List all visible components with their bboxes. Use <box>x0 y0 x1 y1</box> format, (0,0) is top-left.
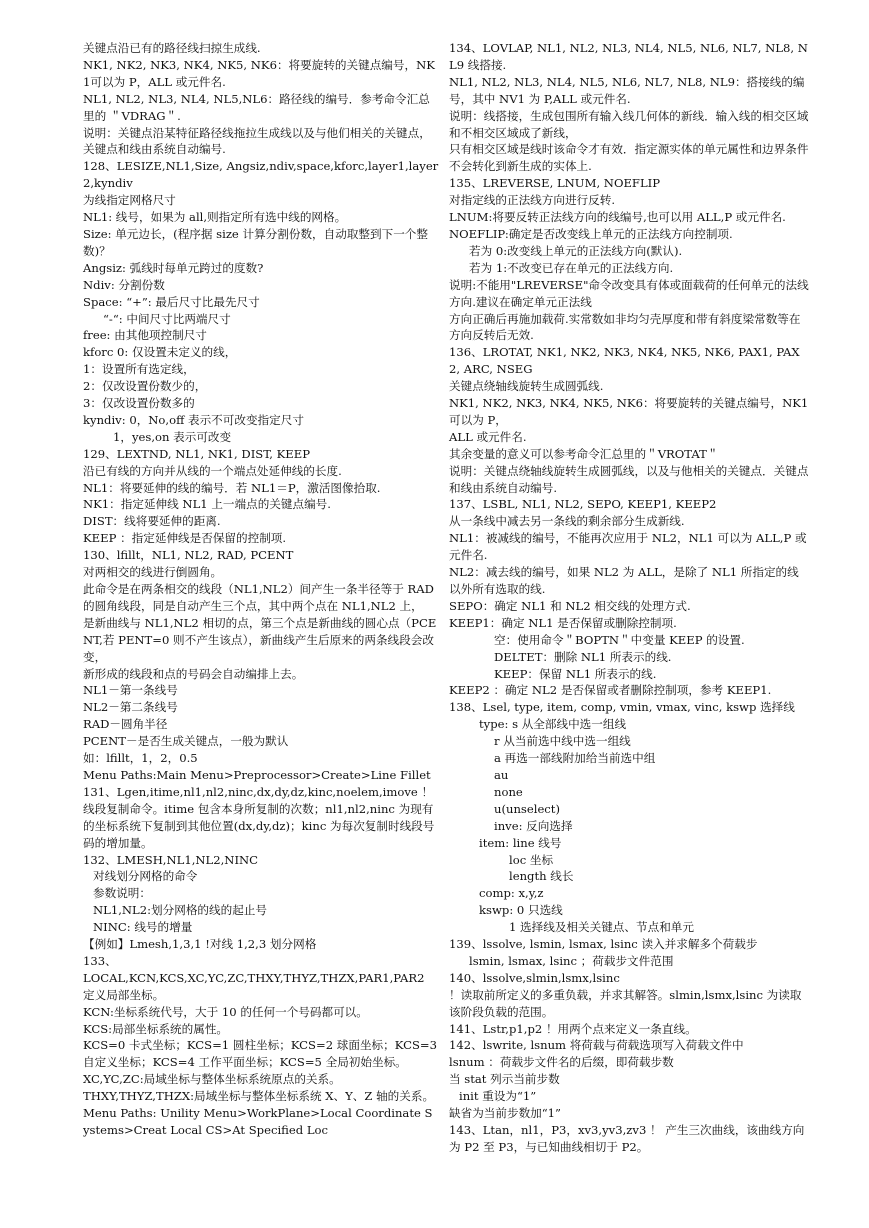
text-line: 135、LREVERSE, LNUM, NOEFLIP <box>449 176 661 191</box>
text-line: 1 选择线及相关关键点、节点和单元 <box>509 920 694 935</box>
text-line: 2：仅改设置份数少的， <box>83 379 207 394</box>
text-line: lsmin, lsmax, lsinc ；荷载步文件范围 <box>469 953 674 968</box>
text-line: NL1,NL2:划分网格的线的起止号 <box>93 903 267 918</box>
text-line: NL1：将要延伸的线的编号．若 NL1＝P，激活图像拾取. <box>83 480 381 495</box>
text-line: 此命令是在两条相交的线段（NL1,NL2）间产生一条半径等于 RAD 的圆角线段，同是自动产生三个点，其中两个点在 NL1,NL2 上， <box>83 582 434 613</box>
text-line: ！读取前所定义的多重负载，并求其解答。slmin,lsmx,lsinc 为读取该阶段负载的范围。 <box>449 987 802 1019</box>
text-line: Angsiz: 弧线时每单元跨过的度数? <box>83 260 264 275</box>
text-line: NL2－第二条线号 <box>83 700 178 715</box>
text-line: “-“: 中间尺寸比两端尺寸 <box>103 311 231 326</box>
text-line: 141、Lstr,p1,p2 ！用两个点来定义一条直线。 <box>449 1021 697 1036</box>
text-line: 为线指定网格尺寸 <box>83 193 176 208</box>
text-line: 128、LESIZE,NL1,Size, Angsiz,ndiv,space,kforc,layer1,layer2,kyndiv <box>83 159 439 191</box>
text-line: 1，yes,on 表示可改变 <box>113 429 232 444</box>
text-line: KEEP：保留 NL1 所表示的线. <box>494 666 657 681</box>
text-line: KEEP2 ：确定 NL2 是否保留或者删除控制项，参考 KEEP1. <box>449 683 772 698</box>
text-line: XC,YC,ZC:局域坐标与整体坐标系统原点的关系。 <box>83 1072 341 1087</box>
text-line: KEEP1：确定 NL1 是否保留或删除控制项. <box>449 615 677 630</box>
text-line: 从一条线中减去另一条线的剩余部分生成新线. <box>449 514 685 529</box>
text-line: 是新曲线与 NL1,NL2 相切的点，第三个点是新曲线的圆心点（PCENT,若 PENT=0 则不产生该点），新曲线产生后原来的两条线段会改变， <box>83 615 437 664</box>
text-line: LOCAL,KCN,KCS,XC,YC,ZC,THXY,THYZ,THZX,PAR1,PAR2 定义局部坐标。 <box>83 970 425 1002</box>
text-line: NL1, NL2, NL3, NL4, NL5, NL6, NL7, NL8, NL9：搭接线的编号，其中 NV1 为 P,ALL 或元件名. <box>449 74 805 106</box>
text-line: 关键点绕轴线旋转生成圆弧线. <box>449 379 604 394</box>
text-line: NOEFLIP:确定是否改变线上单元的正法线方向控制项. <box>449 226 733 241</box>
text-line: NL1, NL2, NL3, NL4, NL5,NL6：路径线的编号．参考命令汇总里的 ＂VDRAG＂. <box>83 91 430 123</box>
text-line: none <box>494 784 523 799</box>
text-line: DIST：线将要延伸的距离. <box>83 514 221 529</box>
text-line: 说明：关键点绕轴线旋转生成圆弧线，以及与他相关的关键点．关键点和线由系统自动编号. <box>449 463 809 495</box>
text-line: 当 stat 列示当前步数 <box>449 1072 560 1087</box>
text-line: 说明：线搭接，生成包围所有输入线几何体的新线．输入线的相交区域和不相交区域成了新线， <box>449 108 809 140</box>
text-line: Space: “+”: 最后尺寸比最先尺寸 <box>83 294 260 309</box>
right-text-column <box>449 40 809 1156</box>
text-line: 139、lssolve, lsmin, lsmax, lsinc 读入并求解多个荷载步 <box>449 937 758 952</box>
text-line: 缺省为当前步数加“1” <box>449 1106 561 1121</box>
text-line: loc 坐标 <box>509 852 554 867</box>
text-line: 137、LSBL, NL1, NL2, SEPO, KEEP1, KEEP2 <box>449 497 717 512</box>
text-line: 对线划分网格的命令 <box>93 869 198 884</box>
text-line: 143、Ltan，nl1，P3，xv3,yv3,zv3 ！ 产生三次曲线，该曲线方向为 P2 至 P3，与已知曲线相切于 P2。 <box>449 1123 805 1154</box>
text-line: 如：lfillt，1，2，0.5 <box>83 751 198 766</box>
text-line: NL1－第一条线号 <box>83 683 178 698</box>
text-line: 关键点沿已有的路径线扫掠生成线. <box>83 41 261 55</box>
text-line: 说明:不能用"LREVERSE"命令改变具有体或面载荷的任何单元的法线方向.建议在确定单元正法线 <box>449 277 809 309</box>
text-line: KCN:坐标系统代号，大于 10 的任何一个号码都可以。 <box>83 1004 368 1019</box>
text-line: 129、LEXTND, NL1, NK1, DIST, KEEP <box>83 446 311 461</box>
text-line: Ndiv: 分割份数 <box>83 277 165 292</box>
text-line: 132、LMESH,NL1,NL2,NINC <box>83 852 259 867</box>
text-line: 138、Lsel, type, item, comp, vmin, vmax, vinc, kswp 选择线 <box>449 700 795 715</box>
text-line: Menu Paths:Main Menu>Preprocessor>Create>Line Fillet <box>83 767 431 782</box>
text-line: PCENT－是否生成关键点，一般为默认 <box>83 734 289 749</box>
text-line: 新形成的线段和点的号码会自动编排上去。 <box>83 666 304 681</box>
text-line: au <box>494 767 509 782</box>
text-line: free: 由其他项控制尺寸 <box>83 328 207 343</box>
text-line: 其余变量的意义可以参考命令汇总里的＂VROTAT＂ <box>449 446 719 461</box>
text-line: type: s 从全部线中选一组线 <box>479 717 627 732</box>
text-line: KCS=0 卡式坐标；KCS=1 圆柱坐标；KCS=2 球面坐标；KCS=3 自定义坐标；KCS=4 工作平面坐标；KCS=5 全局初始坐标。 <box>83 1038 437 1070</box>
text-line: init 重设为“1” <box>459 1089 537 1104</box>
text-line: item: line 线号 <box>479 835 562 850</box>
text-line: 130、lfillt，NL1, NL2, RAD, PCENT <box>83 548 294 563</box>
text-line: NK1, NK2, NK3, NK4, NK5, NK6：将要旋转的关键点编号，NK1可以为 P，ALL 或元件名. <box>83 57 435 89</box>
text-line: NL2：减去线的编号，如果 NL2 为 ALL，是除了 NL1 所指定的线以外所有选取的线. <box>449 565 799 596</box>
text-line: NK1：指定延伸线 NL1 上一端点的关键点编号. <box>83 497 331 512</box>
text-line: LNUM:将要反转正法线方向的线编号,也可以用 ALL,P 或元件名. <box>449 210 786 225</box>
text-line: comp: x,y,z <box>479 886 544 901</box>
text-line: kyndiv: 0，No,off 表示不可改变指定尺寸 <box>83 412 304 427</box>
text-line: 3：仅改设置份数多的 <box>83 396 195 411</box>
text-line: 若为 0:改变线上单元的正法线方向(默认). <box>469 243 683 258</box>
text-line: Menu Paths: Unility Menu>WorkPlane>Local Coordinate Systems>Creat Local CS>At Specified Loc <box>83 1106 433 1137</box>
text-line: kswp: 0 只选线 <box>479 903 563 918</box>
text-line: inve: 反向选择 <box>494 818 573 833</box>
text-line: 136、LROTAT, NK1, NK2, NK3, NK4, NK5, NK6, PAX1, PAX2, ARC, NSEG <box>449 345 800 377</box>
text-line: 131、Lgen,itime,nl1,nl2,ninc,dx,dy,dz,kinc,noelem,imove ！ 线段复制命令。itime 包含本身所复制的次数；nl1,nl2,ninc 为现有的坐标系统下复制到其他位置(dx,dy,dz)；kinc 为每次复制时线段号码的增加量。 <box>83 784 435 850</box>
text-line: 参数说明： <box>93 886 151 901</box>
text-line: kforc 0: 仅设置未定义的线， <box>83 345 237 360</box>
text-line: r 从当前选中线中选一组线 <box>494 734 631 749</box>
text-line: 说明：关键点沿某特征路径线拖拉生成线以及与他们相关的关键点，关键点和线由系统自动编号. <box>83 125 431 157</box>
text-line: 【例如】Lmesh,1,3,1 !对线 1,2,3 划分网格 <box>83 937 317 952</box>
text-line: NL1：被减线的编号，不能再次应用于 NL2，NL1 可以为 ALL,P 或元件名. <box>449 531 807 563</box>
text-line: 空：使用命令＂BOPTN＂中变量 KEEP 的设置. <box>494 632 745 647</box>
text-line: 1：设置所有选定线， <box>83 362 195 377</box>
text-line: 142、lswrite, lsnum 将荷载与荷载选项写入荷载文件中 <box>449 1038 744 1053</box>
text-line: u(unselect) <box>494 801 560 816</box>
text-line: NINC: 线号的增量 <box>93 920 193 935</box>
text-line: 133、 <box>83 953 117 968</box>
text-line: 134、LOVLAP, NL1, NL2, NL3, NL4, NL5, NL6, NL7, NL8, NL9 线搭接. <box>449 41 808 72</box>
text-line: Size: 单元边长，(程序据 size 计算分割份数，自动取整到下一个整数)？ <box>83 226 428 258</box>
left-text-column <box>83 40 439 1139</box>
text-line: 沿已有线的方向并从线的一个端点处延伸线的长度. <box>83 463 342 478</box>
text-line: THXY,THYZ,THZX:局域坐标与整体坐标系统 X、Y、Z 轴的关系。 <box>83 1089 435 1104</box>
text-line: 方向正确后再施加载荷.实常数如非均匀壳厚度和带有斜度梁常数等在方向反转后无效. <box>449 311 801 343</box>
text-line: 若为 1:不改变已存在单元的正法线方向. <box>469 260 674 275</box>
text-line: lsnum ：荷载步文件名的后缀，即荷载步数 <box>449 1055 674 1070</box>
text-line: NL1: 线号，如果为 all,则指定所有选中线的网格。 <box>83 210 347 225</box>
text-line: KCS:局部坐标系统的属性。 <box>83 1021 229 1036</box>
text-line: DELTET：删除 NL1 所表示的线. <box>494 649 672 664</box>
text-line: 对两相交的线进行倒圆角。 <box>83 565 223 580</box>
text-line: RAD－圆角半径 <box>83 717 168 732</box>
text-line: length 线长 <box>509 869 574 884</box>
text-line: ALL 或元件名. <box>449 429 527 444</box>
text-line: a 再选一部线附加给当前选中组 <box>494 751 656 766</box>
text-line: 对指定线的正法线方向进行反转. <box>449 193 615 208</box>
text-line: 140、lssolve,slmin,lsmx,lsinc <box>449 970 620 985</box>
text-line: KEEP ：指定延伸线是否保留的控制项. <box>83 531 287 546</box>
text-line: SEPO：确定 NL1 和 NL2 相交线的处理方式. <box>449 598 691 613</box>
text-line: 只有相交区域是线时该命令才有效．指定源实体的单元属性和边界条件不会转化到新生成的实体上. <box>449 142 809 174</box>
text-line: NK1, NK2, NK3, NK4, NK5, NK6：将要旋转的关键点编号，NK1可以为 P， <box>449 396 809 427</box>
